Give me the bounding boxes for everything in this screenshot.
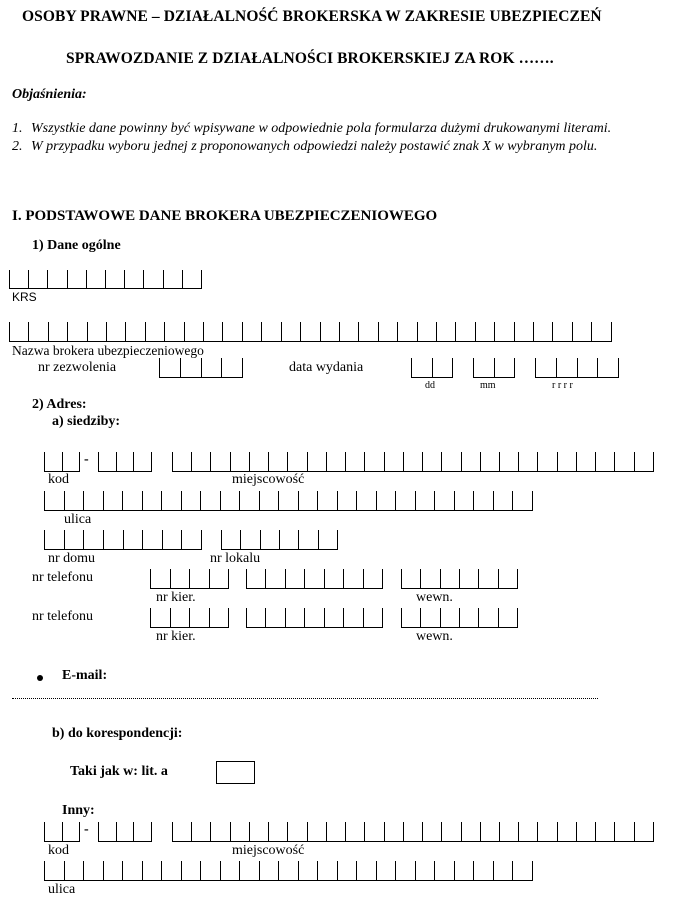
flat-number-input[interactable] bbox=[221, 530, 338, 550]
comb-cell[interactable] bbox=[499, 608, 518, 627]
comb-cell[interactable] bbox=[598, 358, 619, 377]
comb-cell[interactable] bbox=[45, 861, 65, 880]
comb-cell[interactable] bbox=[538, 452, 557, 471]
street-label: ulica bbox=[64, 512, 92, 527]
comb-cell[interactable] bbox=[321, 322, 340, 341]
email-label: E-mail: bbox=[62, 668, 108, 683]
comb-cell[interactable] bbox=[171, 569, 191, 588]
comb-cell[interactable] bbox=[481, 822, 500, 841]
comb-cell[interactable] bbox=[279, 861, 299, 880]
comb-cell[interactable] bbox=[615, 822, 634, 841]
comb-cell[interactable] bbox=[134, 822, 152, 841]
phone2-number-input[interactable] bbox=[246, 608, 383, 628]
comb-cell[interactable] bbox=[65, 530, 85, 549]
comb-cell[interactable] bbox=[262, 322, 281, 341]
comb-cell[interactable] bbox=[117, 822, 135, 841]
corr-postal-code-part1-input[interactable] bbox=[44, 822, 80, 842]
comb-cell[interactable] bbox=[123, 491, 143, 510]
comb-cell[interactable] bbox=[211, 822, 230, 841]
comb-cell[interactable] bbox=[211, 452, 230, 471]
comb-cell[interactable] bbox=[494, 491, 514, 510]
comb-cell[interactable] bbox=[87, 270, 106, 288]
comb-cell[interactable] bbox=[460, 569, 479, 588]
comb-cell[interactable] bbox=[558, 452, 577, 471]
comb-cell[interactable] bbox=[385, 822, 404, 841]
comb-cell[interactable] bbox=[173, 452, 192, 471]
comb-cell[interactable] bbox=[402, 608, 421, 627]
comb-cell[interactable] bbox=[299, 530, 318, 549]
comb-cell[interactable] bbox=[182, 530, 202, 549]
comb-cell[interactable] bbox=[282, 322, 301, 341]
note-text: W przypadku wyboru jednej z proponowanych odpowiedzi należy postawić znak X w wybranym polu. bbox=[31, 139, 598, 154]
corr-postal-code-dash: - bbox=[84, 822, 89, 837]
email-input[interactable] bbox=[12, 692, 598, 699]
same-as-label: Taki jak w: lit. a bbox=[70, 764, 168, 779]
corr-city-input[interactable] bbox=[172, 822, 654, 842]
phone2-extension-input[interactable] bbox=[401, 608, 518, 628]
notes-list bbox=[12, 121, 638, 157]
comb-cell[interactable] bbox=[481, 452, 500, 471]
comb-cell[interactable] bbox=[124, 530, 144, 549]
comb-cell[interactable] bbox=[500, 822, 519, 841]
comb-cell[interactable] bbox=[286, 569, 305, 588]
comb-cell[interactable] bbox=[123, 861, 143, 880]
comb-cell[interactable] bbox=[553, 322, 572, 341]
comb-cell[interactable] bbox=[416, 861, 436, 880]
comb-cell[interactable] bbox=[416, 491, 436, 510]
comb-cell[interactable] bbox=[462, 452, 481, 471]
comb-cell[interactable] bbox=[305, 608, 324, 627]
comb-cell[interactable] bbox=[344, 569, 363, 588]
comb-cell[interactable] bbox=[185, 322, 204, 341]
comb-cell[interactable] bbox=[163, 530, 183, 549]
comb-cell[interactable] bbox=[143, 530, 163, 549]
comb-cell[interactable] bbox=[106, 270, 125, 288]
house-number-label: nr domu bbox=[48, 551, 96, 566]
comb-cell[interactable] bbox=[241, 530, 260, 549]
krs-input[interactable] bbox=[9, 270, 202, 289]
correspondence-heading: b) do korespondencji: bbox=[52, 726, 183, 741]
comb-cell[interactable] bbox=[65, 861, 85, 880]
comb-cell[interactable] bbox=[247, 608, 266, 627]
comb-cell[interactable] bbox=[143, 861, 163, 880]
comb-cell[interactable] bbox=[84, 861, 104, 880]
comb-cell[interactable] bbox=[117, 452, 135, 471]
comb-cell[interactable] bbox=[338, 491, 358, 510]
corr-street-input[interactable] bbox=[44, 861, 533, 881]
city-input[interactable] bbox=[172, 452, 654, 472]
comb-cell[interactable] bbox=[190, 608, 210, 627]
comb-cell[interactable] bbox=[104, 861, 124, 880]
comb-cell[interactable] bbox=[144, 270, 163, 288]
comb-cell[interactable] bbox=[301, 322, 320, 341]
comb-cell[interactable] bbox=[250, 822, 269, 841]
comb-cell[interactable] bbox=[596, 822, 615, 841]
comb-cell[interactable] bbox=[308, 822, 327, 841]
broker-name-input[interactable] bbox=[9, 322, 612, 342]
comb-cell[interactable] bbox=[164, 270, 183, 288]
comb-cell[interactable] bbox=[221, 861, 241, 880]
permit-number-input[interactable] bbox=[159, 358, 243, 378]
comb-cell[interactable] bbox=[357, 491, 377, 510]
comb-cell[interactable] bbox=[327, 822, 346, 841]
comb-cell[interactable] bbox=[596, 452, 615, 471]
notes-heading: Objaśnienia: bbox=[12, 87, 87, 102]
broker-name-label: Nazwa brokera ubezpieczeniowego bbox=[12, 343, 204, 358]
comb-cell[interactable] bbox=[171, 608, 191, 627]
phone2-area-input[interactable] bbox=[150, 608, 229, 628]
permit-label: nr zezwolenia bbox=[38, 360, 117, 375]
comb-cell[interactable] bbox=[68, 322, 87, 341]
comb-cell[interactable] bbox=[398, 322, 417, 341]
comb-cell[interactable] bbox=[231, 822, 250, 841]
address-heading: 2) Adres: bbox=[32, 397, 87, 412]
comb-cell[interactable] bbox=[359, 322, 378, 341]
comb-cell[interactable] bbox=[201, 491, 221, 510]
flat-number-label: nr lokalu bbox=[210, 551, 261, 566]
comb-cell[interactable] bbox=[340, 322, 359, 341]
comb-cell[interactable] bbox=[538, 822, 557, 841]
comb-cell[interactable] bbox=[500, 452, 519, 471]
comb-cell[interactable] bbox=[577, 822, 596, 841]
same-as-checkbox[interactable] bbox=[216, 761, 255, 784]
comb-cell[interactable] bbox=[29, 270, 48, 288]
phone1-extension-input[interactable] bbox=[401, 569, 518, 589]
comb-cell[interactable] bbox=[421, 569, 440, 588]
comb-cell[interactable] bbox=[460, 608, 479, 627]
comb-cell[interactable] bbox=[88, 322, 107, 341]
comb-cell[interactable] bbox=[437, 322, 456, 341]
comb-cell[interactable] bbox=[346, 452, 365, 471]
bullet-icon bbox=[37, 675, 43, 681]
comb-cell[interactable] bbox=[240, 861, 260, 880]
comb-cell[interactable] bbox=[192, 822, 211, 841]
comb-cell[interactable] bbox=[435, 861, 455, 880]
comb-cell[interactable] bbox=[325, 569, 344, 588]
comb-cell[interactable] bbox=[269, 452, 288, 471]
comb-cell[interactable] bbox=[441, 569, 460, 588]
comb-cell[interactable] bbox=[404, 452, 423, 471]
comb-cell[interactable] bbox=[65, 491, 85, 510]
comb-cell[interactable] bbox=[107, 322, 126, 341]
comb-cell[interactable] bbox=[479, 608, 498, 627]
comb-cell[interactable] bbox=[377, 491, 397, 510]
krs-label: KRS bbox=[12, 290, 37, 304]
comb-cell[interactable] bbox=[308, 452, 327, 471]
comb-cell[interactable] bbox=[104, 530, 124, 549]
section-title: I. PODSTAWOWE DANE BROKERA UBEZPIECZENIOWEGO bbox=[12, 208, 438, 224]
comb-cell[interactable] bbox=[325, 608, 344, 627]
note-text: Wszystkie dane powinny być wpisywane w odpowiednie pola formularza dużymi drukowanymi literami. bbox=[31, 121, 612, 136]
comb-cell[interactable] bbox=[357, 861, 377, 880]
comb-cell[interactable] bbox=[49, 322, 68, 341]
comb-cell[interactable] bbox=[190, 569, 210, 588]
comb-cell[interactable] bbox=[474, 491, 494, 510]
issue-date-label: data wydania bbox=[289, 360, 364, 375]
general-heading: 1) Dane ogólne bbox=[32, 238, 121, 253]
comb-cell[interactable] bbox=[68, 270, 87, 288]
comb-cell[interactable] bbox=[146, 322, 165, 341]
phone2-label: nr telefonu bbox=[32, 609, 94, 624]
comb-cell[interactable] bbox=[364, 569, 383, 588]
comb-cell[interactable] bbox=[240, 491, 260, 510]
comb-cell[interactable] bbox=[182, 861, 202, 880]
comb-cell[interactable] bbox=[476, 322, 495, 341]
comb-cell[interactable] bbox=[519, 452, 538, 471]
comb-cell[interactable] bbox=[99, 452, 117, 471]
street-input[interactable] bbox=[44, 491, 533, 511]
comb-cell[interactable] bbox=[318, 861, 338, 880]
month-label: mm bbox=[480, 380, 496, 391]
house-number-input[interactable] bbox=[44, 530, 202, 550]
comb-cell[interactable] bbox=[10, 322, 29, 341]
comb-cell[interactable] bbox=[577, 452, 596, 471]
comb-cell[interactable] bbox=[412, 358, 433, 377]
comb-cell[interactable] bbox=[84, 491, 104, 510]
comb-cell[interactable] bbox=[495, 322, 514, 341]
comb-cell[interactable] bbox=[513, 861, 533, 880]
comb-cell[interactable] bbox=[495, 358, 516, 377]
comb-cell[interactable] bbox=[385, 452, 404, 471]
comb-cell[interactable] bbox=[519, 822, 538, 841]
postal-code-part1-input[interactable] bbox=[44, 452, 80, 472]
comb-cell[interactable] bbox=[404, 822, 423, 841]
comb-cell[interactable] bbox=[396, 491, 416, 510]
comb-cell[interactable] bbox=[266, 608, 285, 627]
note-number: 2. bbox=[12, 139, 23, 154]
comb-cell[interactable] bbox=[635, 452, 654, 471]
comb-cell[interactable] bbox=[433, 358, 454, 377]
issue-day-input[interactable] bbox=[411, 358, 453, 378]
form-subtitle: SPRAWOZDANIE Z DZIAŁALNOŚCI BROKERSKIEJ ZA ROK ……. bbox=[66, 50, 554, 67]
comb-cell[interactable] bbox=[45, 491, 65, 510]
comb-cell[interactable] bbox=[279, 491, 299, 510]
comb-cell[interactable] bbox=[379, 322, 398, 341]
comb-cell[interactable] bbox=[286, 608, 305, 627]
phone1-area-input[interactable] bbox=[150, 569, 229, 589]
comb-cell[interactable] bbox=[573, 322, 592, 341]
comb-cell[interactable] bbox=[615, 452, 634, 471]
comb-cell[interactable] bbox=[260, 491, 280, 510]
comb-cell[interactable] bbox=[515, 322, 534, 341]
comb-cell[interactable] bbox=[421, 608, 440, 627]
comb-cell[interactable] bbox=[104, 491, 124, 510]
comb-cell[interactable] bbox=[442, 452, 461, 471]
comb-cell[interactable] bbox=[260, 861, 280, 880]
comb-cell[interactable] bbox=[181, 358, 202, 377]
comb-cell[interactable] bbox=[151, 569, 171, 588]
comb-cell[interactable] bbox=[534, 322, 553, 341]
year-label: r r r r bbox=[552, 380, 573, 391]
comb-cell[interactable] bbox=[462, 822, 481, 841]
comb-cell[interactable] bbox=[151, 608, 171, 627]
comb-cell[interactable] bbox=[319, 530, 338, 549]
issue-year-input[interactable] bbox=[535, 358, 619, 378]
comb-cell[interactable] bbox=[455, 861, 475, 880]
comb-cell[interactable] bbox=[288, 822, 307, 841]
comb-cell[interactable] bbox=[441, 608, 460, 627]
comb-cell[interactable] bbox=[222, 358, 243, 377]
comb-cell[interactable] bbox=[455, 491, 475, 510]
corr-city-label: miejscowość bbox=[232, 843, 305, 858]
city-label: miejscowość bbox=[232, 472, 305, 487]
phone2-area-label: nr kier. bbox=[156, 629, 196, 644]
comb-cell[interactable] bbox=[192, 452, 211, 471]
comb-cell[interactable] bbox=[48, 270, 67, 288]
comb-cell[interactable] bbox=[338, 861, 358, 880]
comb-cell[interactable] bbox=[318, 491, 338, 510]
phone2-extension-label: wewn. bbox=[416, 629, 453, 644]
corr-postal-code-part2-input[interactable] bbox=[98, 822, 152, 842]
comb-cell[interactable] bbox=[201, 861, 221, 880]
comb-cell[interactable] bbox=[126, 322, 145, 341]
postal-code-label: kod bbox=[48, 472, 69, 487]
comb-cell[interactable] bbox=[344, 608, 363, 627]
comb-cell[interactable] bbox=[435, 491, 455, 510]
note-number: 1. bbox=[12, 121, 23, 136]
comb-cell[interactable] bbox=[402, 569, 421, 588]
phone1-extension-label: wewn. bbox=[416, 590, 453, 605]
comb-cell[interactable] bbox=[45, 452, 63, 471]
comb-cell[interactable] bbox=[578, 358, 599, 377]
postal-code-part2-input[interactable] bbox=[98, 452, 152, 472]
comb-cell[interactable] bbox=[202, 358, 223, 377]
form-title: OSOBY PRAWNE – DZIAŁALNOŚĆ BROKERSKA W ZAKRESIE UBEZPIECZEŃ bbox=[22, 8, 602, 25]
comb-cell[interactable] bbox=[143, 491, 163, 510]
issue-month-input[interactable] bbox=[473, 358, 515, 378]
comb-cell[interactable] bbox=[261, 530, 280, 549]
comb-cell[interactable] bbox=[327, 452, 346, 471]
comb-cell[interactable] bbox=[10, 270, 29, 288]
comb-cell[interactable] bbox=[63, 452, 81, 471]
comb-cell[interactable] bbox=[558, 822, 577, 841]
comb-cell[interactable] bbox=[377, 861, 397, 880]
phone1-area-label: nr kier. bbox=[156, 590, 196, 605]
comb-cell[interactable] bbox=[474, 358, 495, 377]
comb-cell[interactable] bbox=[162, 861, 182, 880]
comb-cell[interactable] bbox=[222, 530, 241, 549]
comb-cell[interactable] bbox=[99, 822, 117, 841]
comb-cell[interactable] bbox=[494, 861, 514, 880]
comb-cell[interactable] bbox=[210, 608, 230, 627]
comb-cell[interactable] bbox=[513, 491, 533, 510]
comb-cell[interactable] bbox=[63, 822, 81, 841]
comb-cell[interactable] bbox=[474, 861, 494, 880]
comb-cell[interactable] bbox=[210, 569, 230, 588]
note-item bbox=[12, 121, 638, 137]
postal-code-dash: - bbox=[84, 452, 89, 467]
comb-cell[interactable] bbox=[288, 452, 307, 471]
comb-cell[interactable] bbox=[365, 822, 384, 841]
comb-cell[interactable] bbox=[280, 530, 299, 549]
comb-cell[interactable] bbox=[396, 861, 416, 880]
corr-street-label: ulica bbox=[48, 882, 76, 897]
corr-postal-code-label: kod bbox=[48, 843, 69, 858]
comb-cell[interactable] bbox=[29, 322, 48, 341]
comb-cell[interactable] bbox=[364, 608, 383, 627]
other-address-label: Inny: bbox=[62, 803, 95, 818]
comb-cell[interactable] bbox=[269, 822, 288, 841]
comb-cell[interactable] bbox=[305, 569, 324, 588]
comb-cell[interactable] bbox=[536, 358, 557, 377]
comb-cell[interactable] bbox=[299, 861, 319, 880]
comb-cell[interactable] bbox=[243, 322, 262, 341]
comb-cell[interactable] bbox=[365, 452, 384, 471]
comb-cell[interactable] bbox=[45, 530, 65, 549]
comb-cell[interactable] bbox=[266, 569, 285, 588]
comb-cell[interactable] bbox=[418, 322, 437, 341]
note-item bbox=[12, 139, 638, 155]
comb-cell[interactable] bbox=[84, 530, 104, 549]
comb-cell[interactable] bbox=[231, 452, 250, 471]
seat-heading: a) siedziby: bbox=[52, 414, 121, 429]
phone1-label: nr telefonu bbox=[32, 570, 94, 585]
comb-cell[interactable] bbox=[557, 358, 578, 377]
comb-cell[interactable] bbox=[125, 270, 144, 288]
comb-cell[interactable] bbox=[442, 822, 461, 841]
comb-cell[interactable] bbox=[134, 452, 152, 471]
comb-cell[interactable] bbox=[45, 822, 63, 841]
comb-cell[interactable] bbox=[346, 822, 365, 841]
comb-cell[interactable] bbox=[479, 569, 498, 588]
comb-cell[interactable] bbox=[456, 322, 475, 341]
comb-cell[interactable] bbox=[499, 569, 518, 588]
comb-cell[interactable] bbox=[182, 491, 202, 510]
day-label: dd bbox=[425, 380, 435, 391]
comb-cell[interactable] bbox=[183, 270, 202, 288]
phone1-number-input[interactable] bbox=[246, 569, 383, 589]
comb-cell[interactable] bbox=[221, 491, 241, 510]
comb-cell[interactable] bbox=[423, 452, 442, 471]
comb-cell[interactable] bbox=[592, 322, 611, 341]
comb-cell[interactable] bbox=[247, 569, 266, 588]
comb-cell[interactable] bbox=[173, 822, 192, 841]
comb-cell[interactable] bbox=[635, 822, 654, 841]
comb-cell[interactable] bbox=[223, 322, 242, 341]
comb-cell[interactable] bbox=[423, 822, 442, 841]
comb-cell[interactable] bbox=[204, 322, 223, 341]
comb-cell[interactable] bbox=[160, 358, 181, 377]
comb-cell[interactable] bbox=[250, 452, 269, 471]
comb-cell[interactable] bbox=[165, 322, 184, 341]
comb-cell[interactable] bbox=[162, 491, 182, 510]
comb-cell[interactable] bbox=[299, 491, 319, 510]
